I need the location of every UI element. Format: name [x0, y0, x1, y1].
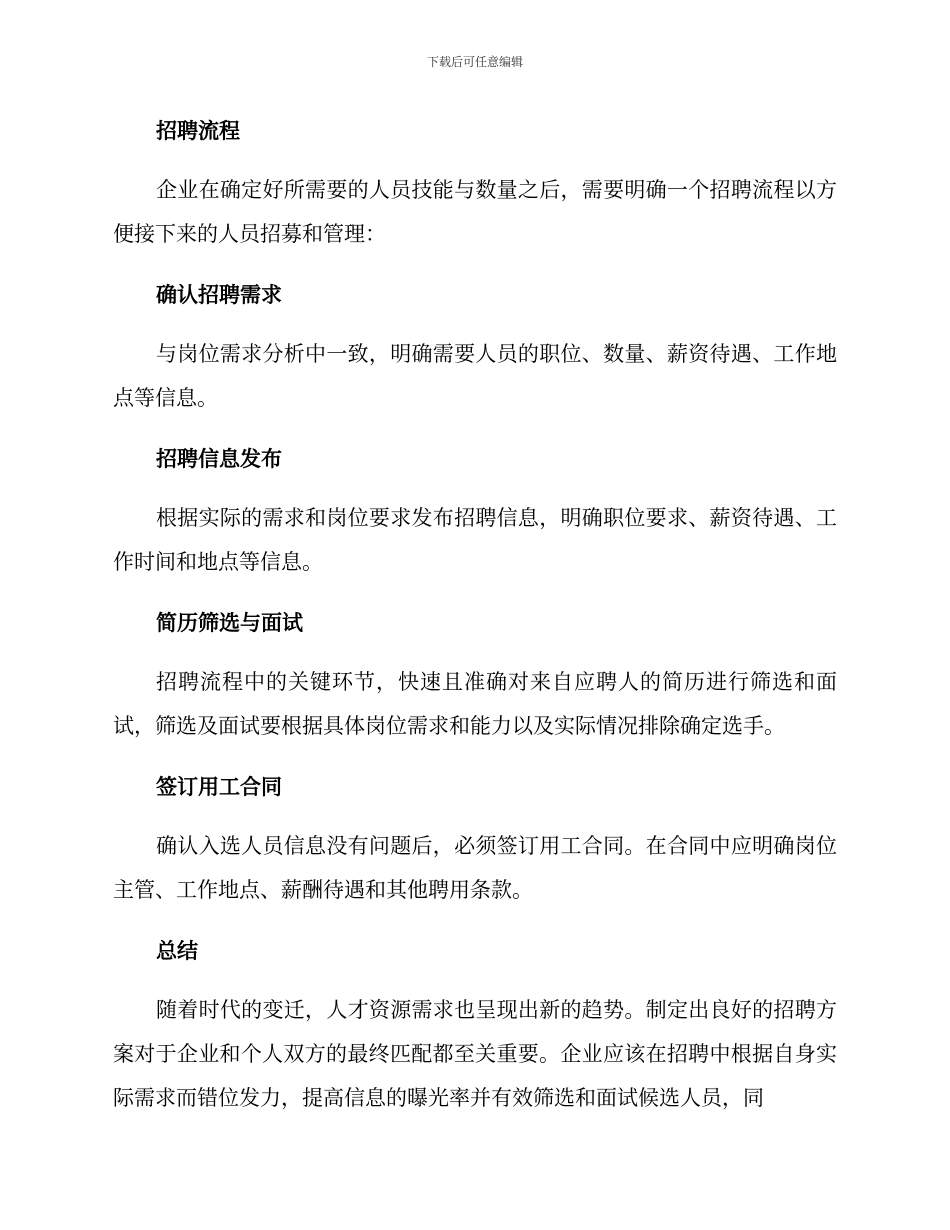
section-paragraph-sign-contract: 确认入选人员信息没有问题后，必须签订用工合同。在合同中应明确岗位主管、工作地点、薪酬待遇和其他聘用条款。	[113, 834, 837, 902]
section-heading-publish-info: 招聘信息发布	[156, 447, 282, 471]
section-paragraph-summary: 随着时代的变迁，人才资源需求也呈现出新的趋势。制定出良好的招聘方案对于企业和个人双方的最终匹配都至关重要。企业应该在招聘中根据自身实际需求而错位发力，提高信息的曝光率并有效筛选和面试候选人员，同	[113, 998, 837, 1110]
section-heading-recruitment-process: 招聘流程	[156, 119, 240, 143]
document-body	[113, 108, 837, 1136]
section-heading-summary: 总结	[156, 939, 198, 963]
page-header: 下载后可任意编辑	[426, 55, 523, 69]
section-heading-confirm-needs: 确认招聘需求	[156, 283, 282, 307]
section-paragraph-publish-info: 根据实际的需求和岗位要求发布招聘信息，明确职位要求、薪资待遇、工作时间和地点等信息。	[113, 506, 837, 574]
section-heading-resume-screening: 简历筛选与面试	[156, 611, 303, 635]
section-paragraph-confirm-needs: 与岗位需求分析中一致，明确需要人员的职位、数量、薪资待遇、工作地点等信息。	[113, 342, 837, 410]
section-paragraph-resume-screening: 招聘流程中的关键环节，快速且准确对来自应聘人的简历进行筛选和面试，筛选及面试要根据具体岗位需求和能力以及实际情况排除确定选手。	[113, 670, 837, 738]
section-paragraph-recruitment-process: 企业在确定好所需要的人员技能与数量之后，需要明确一个招聘流程以方便接下来的人员招募和管理：	[113, 178, 837, 246]
section-heading-sign-contract: 签订用工合同	[156, 775, 282, 799]
